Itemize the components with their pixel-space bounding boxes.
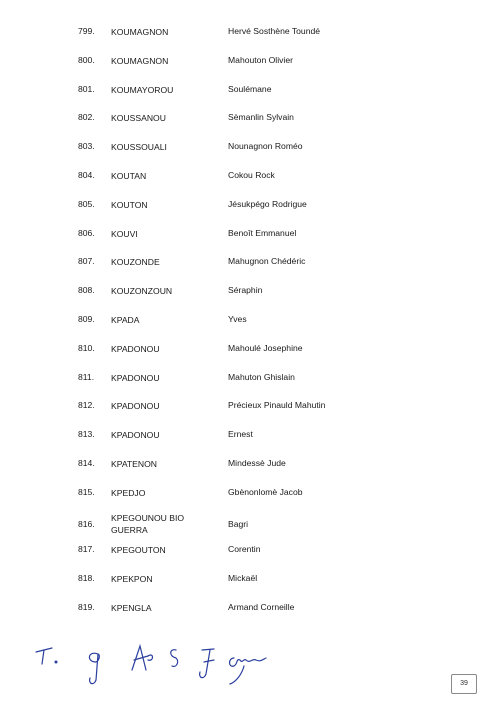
given-names: Mahugnon Chédéric xyxy=(228,256,306,267)
surname: KOUVI xyxy=(111,228,138,239)
surname: KOUMAGNON xyxy=(111,27,169,37)
handwritten-initials xyxy=(30,640,270,690)
row-number: 812. xyxy=(78,400,95,411)
surname: KOUTAN xyxy=(111,171,147,181)
row-number: 819. xyxy=(78,602,95,612)
row-number: 809. xyxy=(78,314,95,324)
row-number: 810. xyxy=(78,342,95,353)
surname: KPEGOUTON xyxy=(111,545,166,556)
surname: KPADONOU xyxy=(111,430,160,441)
row-number: 803. xyxy=(78,141,95,152)
given-names: Bagri xyxy=(228,518,249,529)
given-names: Mickaël xyxy=(228,573,258,584)
surname: KOUTON xyxy=(111,199,148,210)
row-number: 818. xyxy=(78,573,95,584)
surname: KOUZONZOUN xyxy=(111,286,173,297)
surname: KOUSSOUALI xyxy=(111,142,167,153)
surname: KPADONOU xyxy=(111,372,160,383)
given-names: Benoît Emmanuel xyxy=(228,227,297,238)
row-number: 817. xyxy=(78,544,95,555)
row-number: 815. xyxy=(78,486,95,497)
given-names: Nounagnon Roméo xyxy=(228,141,303,152)
row-number: 807. xyxy=(78,256,95,267)
row-number: 808. xyxy=(78,285,95,296)
surname: KPATENON xyxy=(111,459,157,469)
row-number: 811. xyxy=(78,371,95,382)
given-names: Mindessè Jude xyxy=(228,458,286,468)
row-number: 799. xyxy=(78,26,95,36)
given-names: Mahoulé Josephine xyxy=(228,342,303,353)
row-number: 802. xyxy=(78,112,95,123)
surname: KPADA xyxy=(111,315,140,325)
surname: KPEDJO xyxy=(111,487,146,498)
given-names: Hervé Sosthène Toundé xyxy=(228,26,321,36)
row-number: 800. xyxy=(78,54,95,65)
given-names: Jésukpégo Rodrigue xyxy=(228,198,307,209)
row-number: 804. xyxy=(78,170,95,180)
given-names: Mahouton Olivier xyxy=(228,54,293,65)
given-names: Gbènonlomè Jacob xyxy=(228,486,303,497)
given-names: Armand Corneille xyxy=(228,602,295,612)
row-number: 801. xyxy=(78,83,95,94)
given-names: Sèmanlin Sylvain xyxy=(228,112,294,123)
surname: KOUMAGNON xyxy=(111,55,169,66)
row-number: 814. xyxy=(78,458,95,468)
surname: KPADONOU xyxy=(111,343,160,354)
row-number: 805. xyxy=(78,198,95,209)
given-names: Cokou Rock xyxy=(228,170,275,180)
surname: KOUZONDE xyxy=(111,257,160,268)
surname: KPEGOUNOU BIO GUERRA xyxy=(111,512,185,535)
page-number: 39 xyxy=(451,674,477,694)
surname: KOUSSANOU xyxy=(111,113,166,124)
given-names: Précieux Pinauld Mahutin xyxy=(228,400,326,411)
surname: KPADONOU xyxy=(111,401,160,412)
surname: KOUMAYOROU xyxy=(111,84,174,95)
row-number: 813. xyxy=(78,429,95,440)
surname: KPEKPON xyxy=(111,574,153,585)
given-names: Yves xyxy=(228,314,247,324)
given-names: Séraphin xyxy=(228,285,263,296)
given-names: Mahuton Ghislain xyxy=(228,371,295,382)
given-names: Ernest xyxy=(228,429,253,440)
surname: KPENGLA xyxy=(111,603,152,613)
row-number: 816. xyxy=(78,518,95,529)
given-names: Corentin xyxy=(228,544,261,555)
given-names: Soulémane xyxy=(228,83,272,94)
row-number: 806. xyxy=(78,227,95,238)
